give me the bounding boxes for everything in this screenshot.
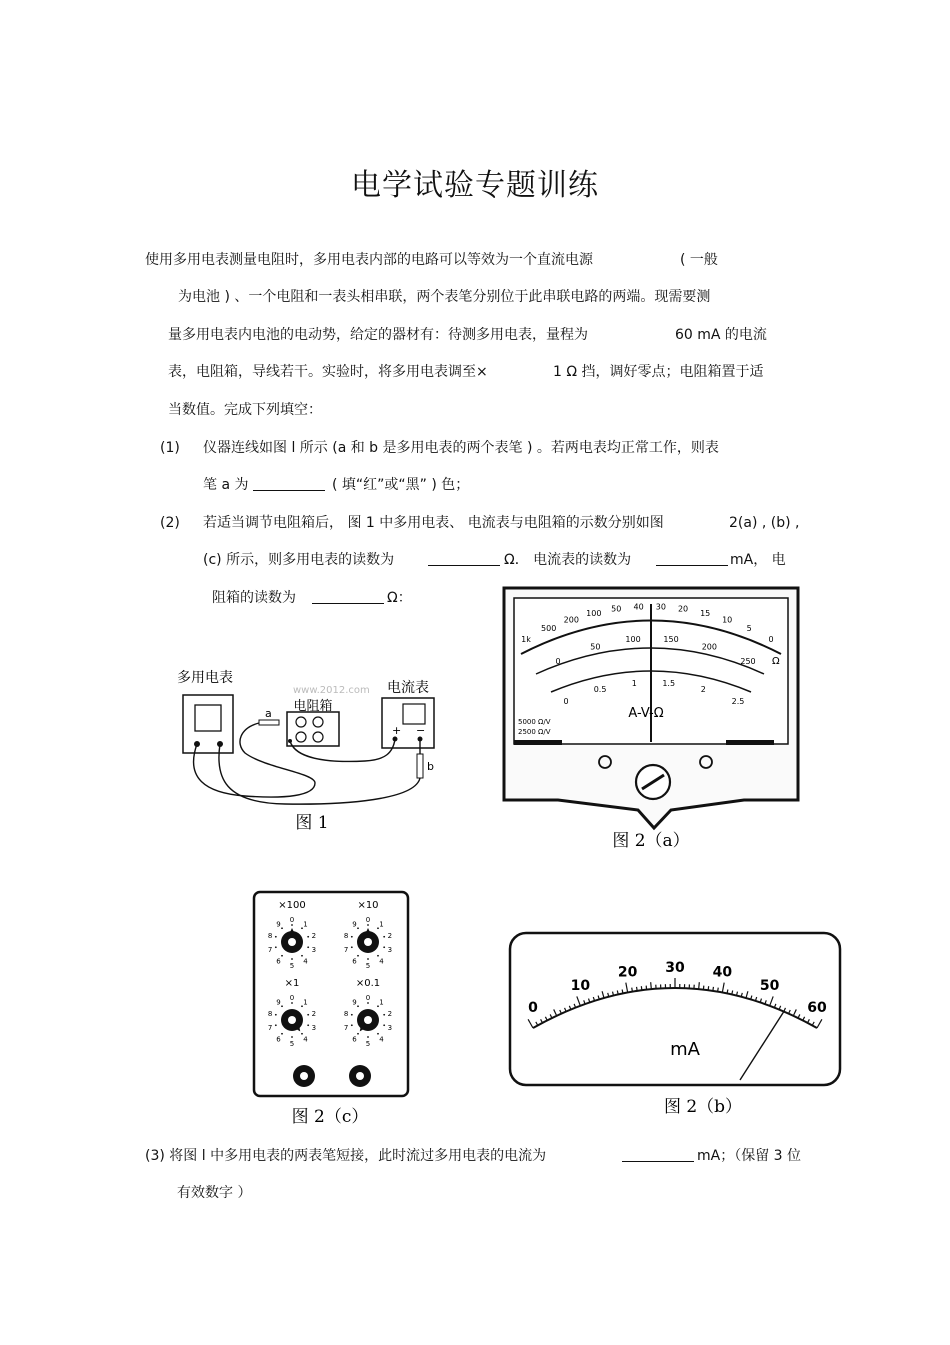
dial-tick (307, 1014, 309, 1016)
intro-line-1a: 使用多用电表测量电阻时，多用电表内部的电路可以等效为一个直流电源 (145, 252, 593, 268)
ammeter-tick-label: 0 (528, 1000, 538, 1016)
dial-tick (357, 1033, 359, 1035)
dial-tick (357, 955, 359, 957)
figure-1-caption: 图 1 (295, 813, 329, 833)
dial-tick (357, 1005, 359, 1007)
dial-tick (357, 927, 359, 929)
dial-digit: 0 (365, 994, 371, 1002)
dial-digit: 1 (379, 920, 384, 929)
dial-tick (281, 1033, 283, 1035)
lower-scale-label: 2 (700, 684, 706, 694)
dial-tick (377, 1005, 379, 1007)
dial-digit: 2 (311, 931, 317, 940)
ammeter-minus: − (416, 724, 426, 737)
q1-line-1: 仪器连线如图 l 所示 (a 和 b 是多用电表的两个表笔 ) 。若两电表均正常工作，则表 (203, 440, 719, 456)
ohm-scale-label: 200 (563, 615, 579, 625)
knob-icon (296, 717, 306, 727)
intro-line-3b: 60 mA 的电流 (675, 327, 767, 343)
dial-knob-center (364, 1016, 372, 1024)
wire (290, 739, 395, 761)
dial-tick (275, 1014, 277, 1016)
ammeter-tick (641, 986, 642, 990)
dial-tick (275, 936, 277, 938)
q2-multimeter-blank[interactable] (428, 551, 500, 566)
dial-digit: 9 (276, 920, 281, 929)
ohm-symbol: Ω (772, 656, 780, 667)
dial-digit: 6 (352, 957, 357, 966)
dial-tick (367, 958, 369, 960)
dial-tick (301, 1005, 303, 1007)
dial-tick (301, 1033, 303, 1035)
dial-digit: 0 (289, 916, 295, 924)
dial-tick (377, 955, 379, 957)
q2-line-2b: Ω． 电流表的读数为 (504, 552, 632, 568)
dial-tick (307, 936, 309, 938)
dial-tick (291, 1036, 293, 1038)
ammeter-tick (699, 982, 700, 989)
bottom-bar (726, 740, 774, 745)
q1-line-2b: ( 填“红”或“黑” ) 色； (332, 477, 470, 493)
dial-tick (377, 927, 379, 929)
ammeter-body (382, 698, 434, 748)
panel-label: A-V-Ω (628, 706, 664, 721)
dial-digit: 2 (387, 1009, 393, 1018)
lower-scale-label: 0 (563, 697, 569, 706)
ammeter-tick-label: 30 (665, 960, 685, 976)
dial-tick (351, 946, 353, 948)
dial-tick (351, 1024, 353, 1026)
ammeter-tick (713, 987, 714, 991)
watermark: www.2012.com (293, 685, 370, 696)
ohm-scale-label: 15 (700, 608, 711, 618)
multimeter-label: 多用电表 (177, 670, 233, 686)
q1-answer-blank[interactable] (253, 476, 325, 491)
q1-number: (1) (160, 440, 180, 456)
intro-line-2: 为电池 ) 、一个电阻和一表头相串联，两个表笔分别位于此串联电路的两端。现需要测 (178, 289, 711, 305)
dial-tick (291, 1002, 293, 1004)
dial-digit: 7 (267, 946, 273, 955)
lower-scale-label: 1.5 (662, 678, 676, 688)
mid-scale-label: 50 (590, 642, 601, 652)
ohm-scale-label: 50 (611, 604, 622, 614)
q2-line-2c: mA， 电 (730, 552, 786, 568)
mid-scale-label: 150 (663, 634, 679, 644)
ammeter-tick-label: 60 (807, 1000, 827, 1016)
dial-tick (367, 1002, 369, 1004)
dial-digit: 1 (303, 998, 308, 1007)
dial-tick (377, 1033, 379, 1035)
spec-label-2: 2500 Ω/V (518, 728, 551, 736)
dial-digit: 3 (311, 946, 317, 955)
dial-digit: 7 (343, 1024, 349, 1033)
dial-digit: 5 (365, 1040, 371, 1048)
dial-tick (383, 936, 385, 938)
ohm-scale-label: 30 (655, 602, 666, 612)
knob-icon (296, 732, 306, 742)
knob-icon (313, 732, 323, 742)
dial-digit: 8 (343, 931, 349, 940)
dial-digit: 0 (289, 994, 295, 1002)
dial-tick (281, 1005, 283, 1007)
mid-scale-label: 0 (555, 657, 561, 666)
figure-2c-caption: 图 2（c） (291, 1107, 369, 1127)
dial-digit: 3 (387, 1024, 393, 1033)
dial-tick (275, 1024, 277, 1026)
dial-digit: 8 (267, 931, 273, 940)
ohm-scale-label: 10 (722, 615, 733, 625)
ammeter-plus: + (392, 724, 402, 737)
q2-line-1a: 若适当调节电阻箱后， 图 1 中多用电表、 电流表与电阻箱的示数分别如图 (203, 515, 664, 531)
dial-tick (351, 1014, 353, 1016)
terminal-hole (356, 1072, 364, 1080)
dial-multiplier-label: ×100 (278, 900, 306, 911)
ammeter-display (403, 704, 425, 724)
figure-2a (496, 582, 806, 854)
intro-line-1b: ( 一般 (680, 252, 718, 268)
q2-ammeter-blank[interactable] (656, 551, 728, 566)
dial-tick (301, 927, 303, 929)
ammeter-tick-label: 10 (570, 977, 591, 994)
dial-digit: 9 (276, 998, 281, 1007)
ammeter-tick (727, 989, 728, 993)
dial-digit: 6 (276, 957, 281, 966)
ammeter-label: 电流表 (387, 680, 429, 696)
mid-scale-label: 100 (625, 634, 641, 644)
lower-scale-label: 2.5 (731, 697, 745, 706)
dial-tick (383, 946, 385, 948)
dial-multiplier-label: ×0.1 (355, 978, 381, 989)
resistor-box-body (287, 712, 339, 746)
ammeter-tick-label: 40 (712, 964, 733, 981)
dial-digit: 9 (352, 920, 357, 929)
intro-line-4a: 表，电阻箱，导线若干。实验时，将多用电表调至× (168, 364, 488, 380)
dial-digit: 9 (352, 998, 357, 1007)
terminal-hole (300, 1072, 308, 1080)
dial-digit: 6 (276, 1035, 281, 1044)
ammeter-tick (718, 988, 719, 992)
resistor-box-label: 电阻箱 (293, 699, 333, 714)
dial-multiplier-label: ×10 (357, 900, 379, 911)
ohm-scale-label: 40 (633, 602, 644, 612)
ammeter-tick (632, 988, 633, 992)
multimeter-body (183, 695, 233, 753)
dial-tick (383, 1014, 385, 1016)
wire (219, 744, 420, 804)
ohm-scale-label: 0 (768, 635, 774, 644)
dial-digit: 1 (379, 998, 384, 1007)
q2-resistor-blank[interactable] (312, 589, 384, 604)
unit-label: mA (670, 1039, 700, 1060)
q3-answer-blank[interactable] (622, 1147, 694, 1162)
intro-line-4b: 1 Ω 挡，调好零点；电阻箱置于适 (553, 364, 764, 380)
figure-2c (252, 890, 412, 1130)
dial-digit: 5 (289, 1040, 295, 1048)
q2-line-1b: 2(a) , (b) , (729, 515, 800, 531)
dial-tick (367, 924, 369, 926)
dial-digit: 6 (352, 1035, 357, 1044)
dial-tick (301, 955, 303, 957)
ohm-scale-label: 1k (521, 635, 531, 644)
dial-tick (367, 1036, 369, 1038)
probe-b-label: b (427, 760, 434, 773)
q2-line-2a: (c) 所示，则多用电表的读数为 (203, 552, 395, 568)
dial-knob-center (288, 938, 296, 946)
q2-number: (2) (160, 515, 180, 531)
mid-scale-label: 250 (740, 657, 756, 666)
q2-line-3b: Ω： (387, 590, 412, 606)
ammeter-tick-label: 50 (759, 977, 780, 994)
knob-icon (313, 717, 323, 727)
dial-digit: 8 (343, 1009, 349, 1018)
probe-b-icon (417, 754, 423, 778)
page-title: 电学试验专题训练 (351, 168, 599, 203)
intro-line-3a: 量多用电表内电池的电动势，给定的器材有：待测多用电表，量程为 (168, 327, 588, 343)
dial-digit: 7 (267, 1024, 273, 1033)
q2-line-3a: 阻箱的读数为 (212, 590, 296, 606)
dial-tick (281, 927, 283, 929)
multimeter-display (195, 705, 221, 731)
ammeter-tick (651, 982, 652, 989)
ohm-scale-label: 500 (541, 624, 557, 634)
dial-digit: 5 (289, 962, 295, 970)
q3-line-1a: (3) 将图 l 中多用电表的两表笔短接，此时流过多用电表的电流为 (145, 1148, 547, 1164)
ammeter-tick (637, 987, 638, 991)
intro-line-5: 当数值。完成下列填空： (168, 402, 322, 418)
ammeter-tick (708, 986, 709, 990)
figure-1 (165, 668, 455, 843)
dial-tick (281, 955, 283, 957)
dial-tick (307, 946, 309, 948)
dial-knob-center (364, 938, 372, 946)
dial-digit: 0 (365, 916, 371, 924)
lower-scale-label: 0.5 (593, 684, 607, 694)
dial-digit: 7 (343, 946, 349, 955)
dial-tick (383, 1024, 385, 1026)
q1-line-2a: 笔 a 为 (203, 477, 249, 493)
dial-knob-center (288, 1016, 296, 1024)
ohm-scale-label: 20 (677, 604, 689, 614)
ammeter-frame (510, 933, 840, 1085)
dial-digit: 4 (379, 957, 384, 966)
dial-digit: 5 (365, 962, 371, 970)
dial-digit: 2 (387, 931, 393, 940)
spec-label-1: 5000 Ω/V (518, 718, 551, 726)
dial-tick (351, 936, 353, 938)
dial-tick (291, 924, 293, 926)
ammeter-tick-label: 20 (617, 964, 638, 981)
ohm-scale-label: 5 (746, 624, 752, 634)
probe-a-icon (259, 720, 279, 725)
lower-scale-label: 1 (631, 678, 637, 688)
dial-tick (275, 946, 277, 948)
dial-digit: 1 (303, 920, 308, 929)
q3-line-1b: mA；（保留 3 位 (697, 1148, 802, 1164)
figure-2a-caption: 图 2（a） (612, 831, 690, 851)
dial-digit: 4 (303, 1035, 308, 1044)
q3-line-2: 有效数字 ） (177, 1185, 252, 1201)
dial-digit: 3 (311, 1024, 317, 1033)
mid-scale-label: 200 (701, 642, 718, 652)
figure-2b-caption: 图 2（b） (663, 1097, 743, 1117)
ohm-scale-label: 100 (586, 608, 602, 618)
dial-digit: 4 (303, 957, 308, 966)
probe-a-label: a (265, 707, 272, 720)
dial-digit: 4 (379, 1035, 384, 1044)
dial-digit: 8 (267, 1009, 273, 1018)
dial-tick (291, 958, 293, 960)
dial-digit: 3 (387, 946, 393, 955)
dial-digit: 2 (311, 1009, 317, 1018)
dial-tick (307, 1024, 309, 1026)
bottom-bar (514, 740, 562, 745)
ammeter-tick (622, 989, 623, 993)
figure-2b (505, 928, 845, 1120)
dial-multiplier-label: ×1 (284, 978, 300, 989)
